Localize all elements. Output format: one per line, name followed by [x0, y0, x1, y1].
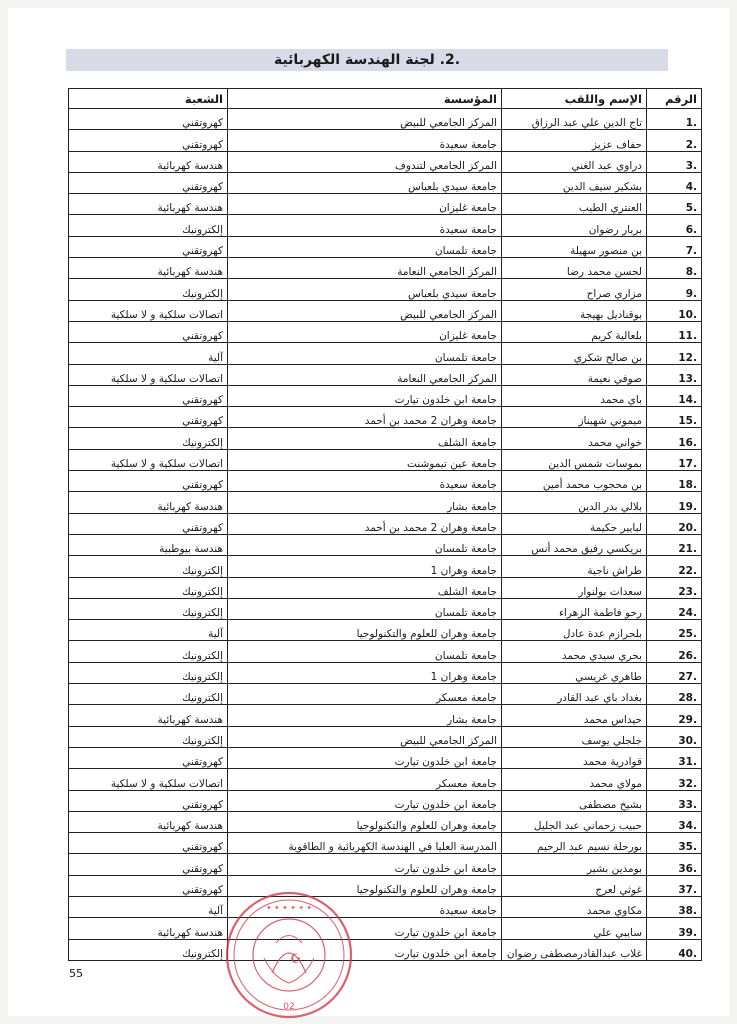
- institution: جامعة ابن خلدون تيارت: [228, 918, 502, 939]
- row-number: .40: [647, 939, 702, 960]
- person-name: سايبي علي: [502, 918, 647, 939]
- stamp-number: 02: [283, 1002, 295, 1012]
- institution: المدرسة العليا في الهندسة الكهربائية و الطاقوية: [228, 833, 502, 854]
- row-number: .15: [647, 407, 702, 428]
- table-row: [69, 896, 702, 917]
- person-name: رحو فاطمة الزهراء: [502, 598, 647, 619]
- person-name: مزاري صراح: [502, 279, 647, 300]
- row-number: .25: [647, 620, 702, 641]
- institution: جامعة وهران للعلوم والتكنولوجيا: [228, 620, 502, 641]
- branch: هندسة كهربائية: [69, 151, 228, 172]
- table-row: [69, 194, 702, 215]
- row-number: .29: [647, 705, 702, 726]
- institution: المركز الجامعي للبيض: [228, 726, 502, 747]
- table-row: [69, 811, 702, 832]
- person-name: مولاي محمد: [502, 769, 647, 790]
- table-row: [69, 130, 702, 151]
- branch: إلكترونيك: [69, 279, 228, 300]
- branch: هندسة بيوطبية: [69, 534, 228, 555]
- branch: إلكترونيك: [69, 684, 228, 705]
- person-name: خواني محمد: [502, 428, 647, 449]
- table-row: [69, 747, 702, 768]
- branch: كهروتقني: [69, 385, 228, 406]
- institution: جامعة تلمسان: [228, 598, 502, 619]
- person-name: غلاب عبدالقادرمصطفى رضوان: [502, 939, 647, 960]
- branch: كهروتقني: [69, 875, 228, 896]
- institution: جامعة ابن خلدون تيارت: [228, 790, 502, 811]
- row-number: .6: [647, 215, 702, 236]
- institution: جامعة بشار: [228, 492, 502, 513]
- row-number: .33: [647, 790, 702, 811]
- person-name: مكاوي محمد: [502, 896, 647, 917]
- branch: كهروتقني: [69, 109, 228, 130]
- branch: كهروتقني: [69, 321, 228, 342]
- branch: كهروتقني: [69, 854, 228, 875]
- branch: إلكترونيك: [69, 641, 228, 662]
- row-number: .24: [647, 598, 702, 619]
- table-row: [69, 449, 702, 470]
- row-number: .17: [647, 449, 702, 470]
- institution: جامعة سعيدة: [228, 215, 502, 236]
- institution: جامعة سيدي بلعباس: [228, 172, 502, 193]
- table-row: [69, 577, 702, 598]
- table-row: [69, 407, 702, 428]
- institution: جامعة تلمسان: [228, 641, 502, 662]
- person-name: لحسن محمد رضا: [502, 258, 647, 279]
- branch: إلكترونيك: [69, 939, 228, 960]
- branch: اتصالات سلكية و لا سلكية: [69, 769, 228, 790]
- institution: جامعة عين تيموشنت: [228, 449, 502, 470]
- person-name: طاهري غريسي: [502, 662, 647, 683]
- person-name: بوقناديل بهيجة: [502, 300, 647, 321]
- table-row: [69, 726, 702, 747]
- branch: هندسة كهربائية: [69, 258, 228, 279]
- institution: جامعة تلمسان: [228, 534, 502, 555]
- institution: جامعة ابن خلدون تيارت: [228, 854, 502, 875]
- header-branch: الشعبة: [69, 89, 228, 109]
- table-row: [69, 790, 702, 811]
- row-number: .32: [647, 769, 702, 790]
- branch: إلكترونيك: [69, 598, 228, 619]
- branch: إلكترونيك: [69, 726, 228, 747]
- table-row: [69, 258, 702, 279]
- person-name: بورحلة نسيم عبد الرحيم: [502, 833, 647, 854]
- person-name: حبيب زحماني عبد الجليل: [502, 811, 647, 832]
- institution: جامعة سيدي بلعباس: [228, 279, 502, 300]
- institution: جامعة تلمسان: [228, 343, 502, 364]
- person-name: لبايير حكيمة: [502, 513, 647, 534]
- institution: جامعة ابن خلدون تيارت: [228, 939, 502, 960]
- institution: جامعة وهران للعلوم والتكنولوجيا: [228, 875, 502, 896]
- person-name: بريكسي رفيق محمد أنس: [502, 534, 647, 555]
- person-name: العنتري الطيب: [502, 194, 647, 215]
- institution: جامعة غليزان: [228, 321, 502, 342]
- institution: جامعة سعيدة: [228, 471, 502, 492]
- committee-table: [68, 88, 702, 961]
- person-name: بربار رضوان: [502, 215, 647, 236]
- person-name: طراش ناجية: [502, 556, 647, 577]
- branch: كهروتقني: [69, 471, 228, 492]
- row-number: .35: [647, 833, 702, 854]
- branch: كهروتقني: [69, 747, 228, 768]
- branch: كهروتقني: [69, 790, 228, 811]
- table-row: [69, 684, 702, 705]
- institution: المركز الجامعي النعامة: [228, 364, 502, 385]
- row-number: .21: [647, 534, 702, 555]
- institution: جامعة معسكر: [228, 769, 502, 790]
- branch: كهروتقني: [69, 513, 228, 534]
- table-row: [69, 556, 702, 577]
- table-row: [69, 109, 702, 130]
- section-title: .2. لجنة الهندسة الكهربائية: [66, 49, 668, 71]
- branch: كهروتقني: [69, 172, 228, 193]
- table-row: [69, 513, 702, 534]
- person-name: بلالي بدر الدين: [502, 492, 647, 513]
- branch: اتصالات سلكية و لا سلكية: [69, 449, 228, 470]
- table-row: [69, 918, 702, 939]
- row-number: .2: [647, 130, 702, 151]
- table-row: [69, 471, 702, 492]
- row-number: .7: [647, 236, 702, 257]
- table-header-row: [69, 89, 702, 109]
- branch: هندسة كهربائية: [69, 918, 228, 939]
- row-number: .3: [647, 151, 702, 172]
- row-number: .34: [647, 811, 702, 832]
- institution: جامعة ابن خلدون تيارت: [228, 747, 502, 768]
- institution: جامعة سعيدة: [228, 130, 502, 151]
- person-name: بومدين بشير: [502, 854, 647, 875]
- table-row: [69, 343, 702, 364]
- institution: جامعة وهران للعلوم والتكنولوجيا: [228, 811, 502, 832]
- row-number: .23: [647, 577, 702, 598]
- table-row: [69, 300, 702, 321]
- institution: جامعة ابن خلدون تيارت: [228, 385, 502, 406]
- table-row: [69, 151, 702, 172]
- branch: هندسة كهربائية: [69, 705, 228, 726]
- row-number: .30: [647, 726, 702, 747]
- person-name: بشكير سيف الدين: [502, 172, 647, 193]
- table-row: [69, 662, 702, 683]
- person-name: بن منصور سهيلة: [502, 236, 647, 257]
- table-row: [69, 833, 702, 854]
- table-row: [69, 364, 702, 385]
- row-number: .18: [647, 471, 702, 492]
- table-row: [69, 236, 702, 257]
- person-name: صوفي نعيمة: [502, 364, 647, 385]
- branch: كهروتقني: [69, 407, 228, 428]
- row-number: .13: [647, 364, 702, 385]
- row-number: .31: [647, 747, 702, 768]
- branch: إلكترونيك: [69, 662, 228, 683]
- branch: كهروتقني: [69, 130, 228, 151]
- table-row: [69, 279, 702, 300]
- table-row: [69, 641, 702, 662]
- institution: المركز الجامعي للبيض: [228, 109, 502, 130]
- institution: جامعة وهران 1: [228, 556, 502, 577]
- branch: إلكترونيك: [69, 577, 228, 598]
- row-number: .10: [647, 300, 702, 321]
- institution: جامعة وهران 1: [228, 662, 502, 683]
- person-name: ميموني شهيناز: [502, 407, 647, 428]
- branch: هندسة كهربائية: [69, 194, 228, 215]
- person-name: بشيخ مصطفى: [502, 790, 647, 811]
- person-name: غوثي لعرج: [502, 875, 647, 896]
- table-row: [69, 705, 702, 726]
- person-name: تاج الدين علي عبد الرزاق: [502, 109, 647, 130]
- person-name: بموسات شمس الدين: [502, 449, 647, 470]
- row-number: .8: [647, 258, 702, 279]
- branch: آلية: [69, 620, 228, 641]
- branch: إلكترونيك: [69, 556, 228, 577]
- row-number: .20: [647, 513, 702, 534]
- institution: المركز الجامعي لتندوف: [228, 151, 502, 172]
- table-row: [69, 598, 702, 619]
- branch: إلكترونيك: [69, 428, 228, 449]
- table-row: [69, 620, 702, 641]
- svg-text:☪: ☪: [290, 952, 302, 967]
- table-row: [69, 534, 702, 555]
- row-number: .36: [647, 854, 702, 875]
- table-row: [69, 172, 702, 193]
- row-number: .27: [647, 662, 702, 683]
- header-institution: المؤسسة: [228, 89, 502, 109]
- institution: جامعة وهران 2 محمد بن أحمد: [228, 407, 502, 428]
- branch: هندسة كهربائية: [69, 811, 228, 832]
- person-name: باي محمد: [502, 385, 647, 406]
- row-number: .14: [647, 385, 702, 406]
- person-name: قوادرية محمد: [502, 747, 647, 768]
- row-number: .11: [647, 321, 702, 342]
- branch: اتصالات سلكية و لا سلكية: [69, 300, 228, 321]
- row-number: .16: [647, 428, 702, 449]
- table-row: [69, 385, 702, 406]
- row-number: .12: [647, 343, 702, 364]
- row-number: .4: [647, 172, 702, 193]
- institution: جامعة غليزان: [228, 194, 502, 215]
- header-num: الرقم: [647, 89, 702, 109]
- table-row: [69, 428, 702, 449]
- row-number: .26: [647, 641, 702, 662]
- table-row: [69, 875, 702, 896]
- table-row: [69, 939, 702, 960]
- row-number: .38: [647, 896, 702, 917]
- person-name: بحري سيدي محمد: [502, 641, 647, 662]
- person-name: سعدات بولنوار: [502, 577, 647, 598]
- svg-text:✦ ✦ ✦ ✦ ✦ ✦: ✦ ✦ ✦ ✦ ✦ ✦: [265, 904, 313, 912]
- header-name: الإسم واللقب: [502, 89, 647, 109]
- row-number: .28: [647, 684, 702, 705]
- institution: جامعة سعيدة: [228, 896, 502, 917]
- person-name: حيداس محمد: [502, 705, 647, 726]
- branch: كهروتقني: [69, 236, 228, 257]
- institution: جامعة تلمسان: [228, 236, 502, 257]
- row-number: .1: [647, 109, 702, 130]
- row-number: .37: [647, 875, 702, 896]
- person-name: بغداد باي عبد القادر: [502, 684, 647, 705]
- row-number: .22: [647, 556, 702, 577]
- branch: إلكترونيك: [69, 215, 228, 236]
- branch: هندسة كهربائية: [69, 492, 228, 513]
- branch: كهروتقني: [69, 833, 228, 854]
- table-row: [69, 769, 702, 790]
- institution: جامعة معسكر: [228, 684, 502, 705]
- page-number: 55: [69, 967, 83, 980]
- institution: جامعة الشلف: [228, 428, 502, 449]
- person-name: بن صالح شكري: [502, 343, 647, 364]
- table-row: [69, 321, 702, 342]
- branch: اتصالات سلكية و لا سلكية: [69, 364, 228, 385]
- branch: آلية: [69, 343, 228, 364]
- branch: آلية: [69, 896, 228, 917]
- row-number: .19: [647, 492, 702, 513]
- institution: جامعة الشلف: [228, 577, 502, 598]
- row-number: .5: [647, 194, 702, 215]
- institution: المركز الجامعي للبيض: [228, 300, 502, 321]
- row-number: .9: [647, 279, 702, 300]
- person-name: بلعالية كريم: [502, 321, 647, 342]
- person-name: بن محجوب محمد أمين: [502, 471, 647, 492]
- table-row: [69, 854, 702, 875]
- table-row: [69, 215, 702, 236]
- person-name: بلحرازم عدة عادل: [502, 620, 647, 641]
- table-row: [69, 492, 702, 513]
- institution: المركز الجامعي النعامة: [228, 258, 502, 279]
- institution: جامعة وهران 2 محمد بن أحمد: [228, 513, 502, 534]
- person-name: حفاف عزيز: [502, 130, 647, 151]
- document-page: [8, 8, 729, 1016]
- person-name: دراوي عبد الغني: [502, 151, 647, 172]
- row-number: .39: [647, 918, 702, 939]
- person-name: جلجلي يوسف: [502, 726, 647, 747]
- institution: جامعة بشار: [228, 705, 502, 726]
